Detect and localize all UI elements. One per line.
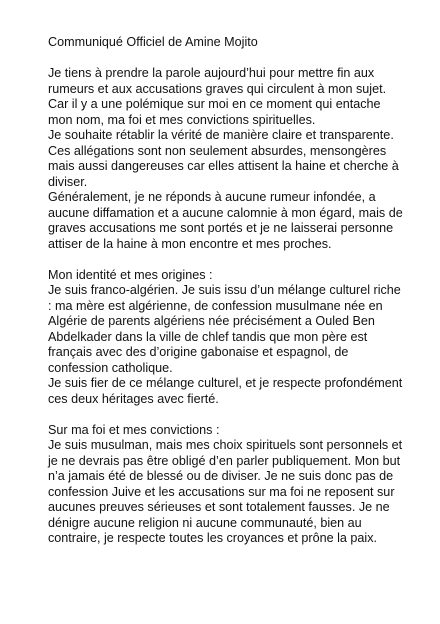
identity-paragraph-1: Je suis franco-algérien. Je suis issu d’un mélange culturel riche : ma mère est algérienne, de confession musulmane née en Algérie de parents algériens née précisément a Ouled Ben Abdelkader dans la ville de chlef tandis que mon père est français avec des d’origine gabonaise et espagnol, de confession catholique. [48,283,401,375]
faith-paragraph-1: Je suis musulman, mais mes choix spirituels sont personnels et je ne devrais pas être obligé d’en parler publiquement. Mon but n’a jamais été de blessé ou de diviser. Je ne suis donc pas de confession Juive et les accusations sur ma foi ne reposent sur aucunes preuves sérieuses et sont totalement fausses. Je ne dénigre aucune religion ni aucune communauté, bien au contraire, je respecte toutes les croyances et prône la paix. [48,438,403,545]
spacer [48,407,404,423]
identity-paragraph-2: Je suis fier de ce mélange culturel, et je respecte profondément ces deux héritages avec fierté. [48,376,403,406]
document-title: Communiqué Officiel de Amine Mojito [48,35,258,49]
spacer [48,252,404,268]
faith-heading: Sur ma foi et mes convictions : [48,422,220,437]
intro-paragraph-3: Généralement, je ne réponds à aucune rumeur infondée, a aucune diffamation et a aucune calomnie à mon égard, mais de graves accusations me sont portés et je ne laisserai personne attiser de la haine à mon encontre et mes proches. [48,190,403,251]
identity-heading: Mon identité et mes origines : [48,267,213,282]
statement-body [48,35,404,547]
intro-paragraph-1: Je tiens à prendre la parole aujourd’hui pour mettre fin aux rumeurs et aux accusations graves qui circulent à mon sujet. Car il y a une polémique sur moi en ce moment qui entache mon nom, ma foi et mes convictions spirituelles. [48,66,387,127]
intro-paragraph-2: Je souhaite rétablir la vérité de manière claire et transparente. Ces allégations sont non seulement absurdes, mensongères mais aussi dangereuses car elles attisent la haine et cherche à diviser. [48,128,399,189]
